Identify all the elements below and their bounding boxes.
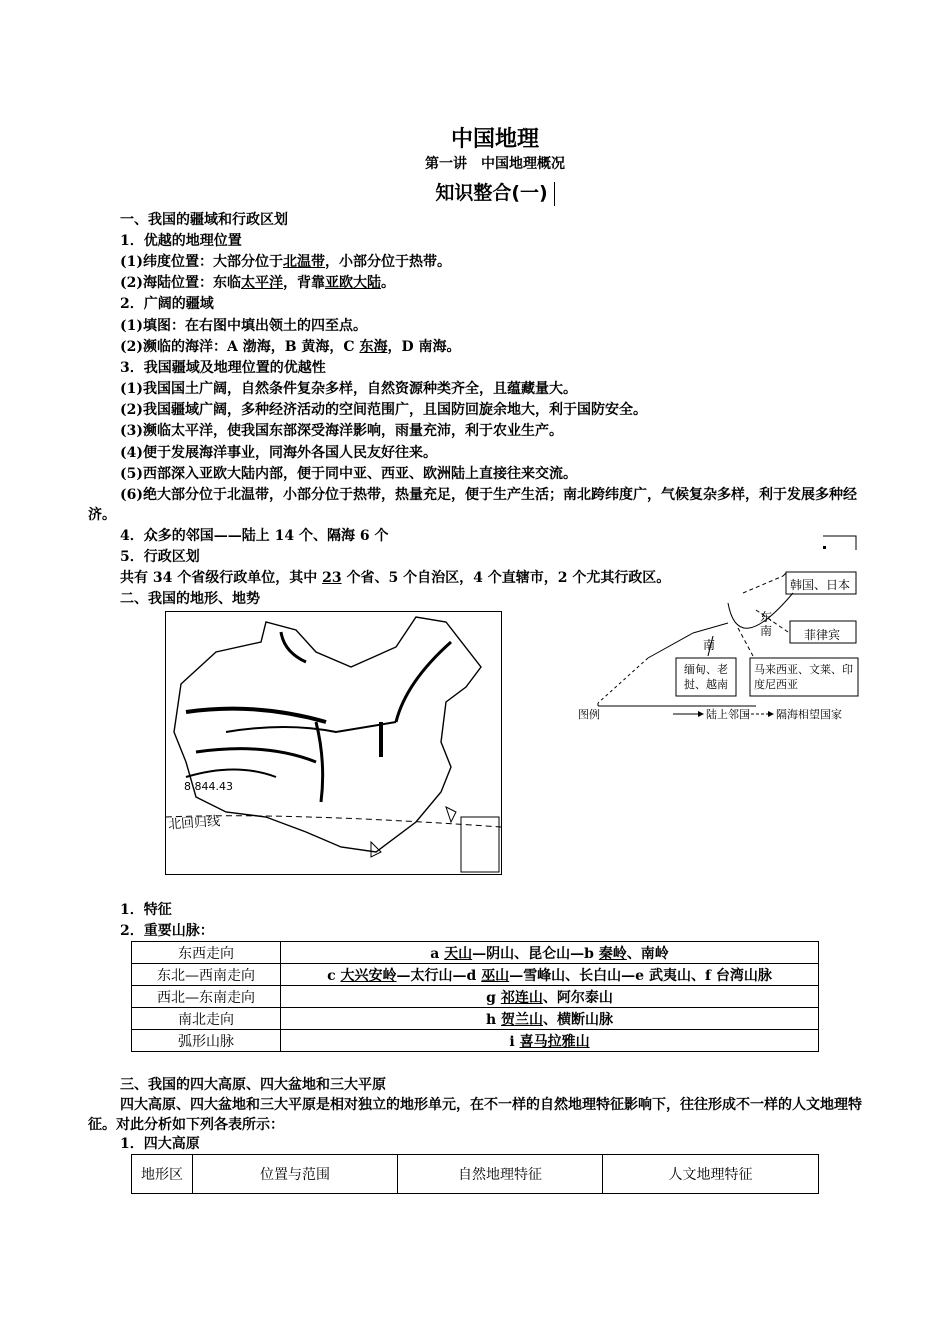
fill-map-instruction: (1)填图：在右图中填出领土的四至点。 <box>120 318 367 334</box>
legend-label: 图例 <box>578 708 600 721</box>
table-row <box>132 1008 819 1030</box>
heading-territory: 一、我国的疆域和行政区划 <box>120 212 288 228</box>
plateaus-heading: 1．四大高原 <box>120 1136 200 1152</box>
section-title: 知识整合(一) <box>0 178 950 206</box>
landforms-intro: 四大高原、四大盆地和三大平原是相对独立的地形单元，在不一样的自然地理特征影响下，往往形成不一样的人文地理特征。对此分析如下列各表所示： <box>88 1097 862 1133</box>
advantage-1: (1)我国国土广阔，自然条件复杂多样，自然资源种类齐全，且蕴藏量大。 <box>120 381 577 397</box>
features-heading: 1．特征 <box>120 902 172 918</box>
direction-cell: 东北—西南走向 <box>132 964 281 986</box>
heading-landforms: 三、我国的四大高原、四大盆地和三大平原 <box>120 1077 386 1093</box>
legend-land: 陆上邻国 <box>706 708 750 721</box>
header-cell: 位置与范围 <box>193 1155 398 1194</box>
header-cell: 人文地理特征 <box>603 1155 819 1194</box>
table-row <box>132 964 819 986</box>
mountains-cell: a 天山—阴山、昆仑山—b 秦岭、南岭 <box>281 942 819 964</box>
mountains-cell: i 喜马拉雅山 <box>281 1030 819 1052</box>
south-label: 南 <box>703 638 716 652</box>
subheading-admin: 5．行政区划 <box>120 549 200 565</box>
direction-cell: 东西走向 <box>132 942 281 964</box>
china-terrain-map <box>165 611 502 875</box>
philippines-label: 菲律宾 <box>804 628 841 642</box>
mountains-table <box>131 941 819 1052</box>
sea-land-position: (2)海陆位置：东临太平洋，背靠亚欧大陆。 <box>120 275 395 291</box>
direction-cell: 西北—东南走向 <box>132 986 281 1008</box>
subheading-advantages: 3．我国疆域及地理位置的优越性 <box>120 360 326 376</box>
admin-units: 共有 34 个省级行政单位，其中 23 个省、5 个自治区，4 个直辖市，2 个尤其行政区。 <box>120 570 671 586</box>
china-map-svg <box>166 612 501 874</box>
advantage-5: (5)西部深入亚欧大陆内部，便于同中亚、西亚、欧洲陆上直接往来交流。 <box>120 466 577 482</box>
mountains-heading: 2．重要山脉： <box>120 923 214 939</box>
table-row <box>132 942 819 964</box>
bordering-seas: (2)濒临的海洋：A 渤海，B 黄海，C 东海，D 南海。 <box>120 339 461 355</box>
mountains-cell: h 贺兰山、横断山脉 <box>281 1008 819 1030</box>
everest-elevation: 8 844.43 <box>184 780 233 793</box>
latitude-position: (1)纬度位置：大部分位于北温带，小部分位于热带。 <box>120 254 451 270</box>
table-row <box>132 1030 819 1052</box>
subheading-territory: 2．广阔的疆域 <box>120 296 214 312</box>
advantage-6: (6)绝大部分位于北温带，小部分位于热带，热量充足，便于生产生活；南北跨纬度广，气候复杂多样，利于发展多种经济。 <box>88 487 857 523</box>
advantage-3: (3)濒临太平洋，使我国东部深受海洋影响，雨量充沛，利于农业生产。 <box>120 423 563 439</box>
heading-terrain: 二、我国的地形、地势 <box>120 591 260 607</box>
southeast-label: 东南 <box>760 610 773 638</box>
malaysia-label: 马来西亚、文莱、印度尼西亚 <box>754 663 853 691</box>
neighbors-diagram <box>578 528 863 728</box>
advantage-4: (4)便于发展海洋事业，同海外各国人民友好往来。 <box>120 445 437 461</box>
legend-sea: 隔海相望国家 <box>776 708 842 721</box>
advantage-2: (2)我国疆域广阔，多种经济活动的空间范围广，且国防回旋余地大，利于国防安全。 <box>120 402 647 418</box>
myanmar-label: 缅甸、老挝、越南 <box>684 663 728 691</box>
subheading-neighbors: 4．众多的邻国——陆上 14 个、隔海 6 个 <box>120 528 389 544</box>
header-cell: 自然地理特征 <box>398 1155 603 1194</box>
korea-japan-label: 韩国、日本 <box>790 578 851 592</box>
tropic-label: 北回归线 <box>167 814 221 833</box>
text-cursor <box>554 182 555 206</box>
table-header-row <box>132 1155 819 1194</box>
header-cell: 地形区 <box>132 1155 193 1194</box>
direction-cell: 弧形山脉 <box>132 1030 281 1052</box>
subheading-location: 1．优越的地理位置 <box>120 233 242 249</box>
direction-cell: 南北走向 <box>132 1008 281 1030</box>
lecture-title: 第一讲 中国地理概况 <box>425 156 565 172</box>
mountains-cell: g 祁连山、阿尔泰山 <box>281 986 819 1008</box>
table-row <box>132 986 819 1008</box>
plateaus-table <box>131 1154 819 1194</box>
page-title: 中国地理 <box>450 127 539 152</box>
mountains-cell: c 大兴安岭—太行山—d 巫山—雪峰山、长白山—e 武夷山、f 台湾山脉 <box>281 964 819 986</box>
